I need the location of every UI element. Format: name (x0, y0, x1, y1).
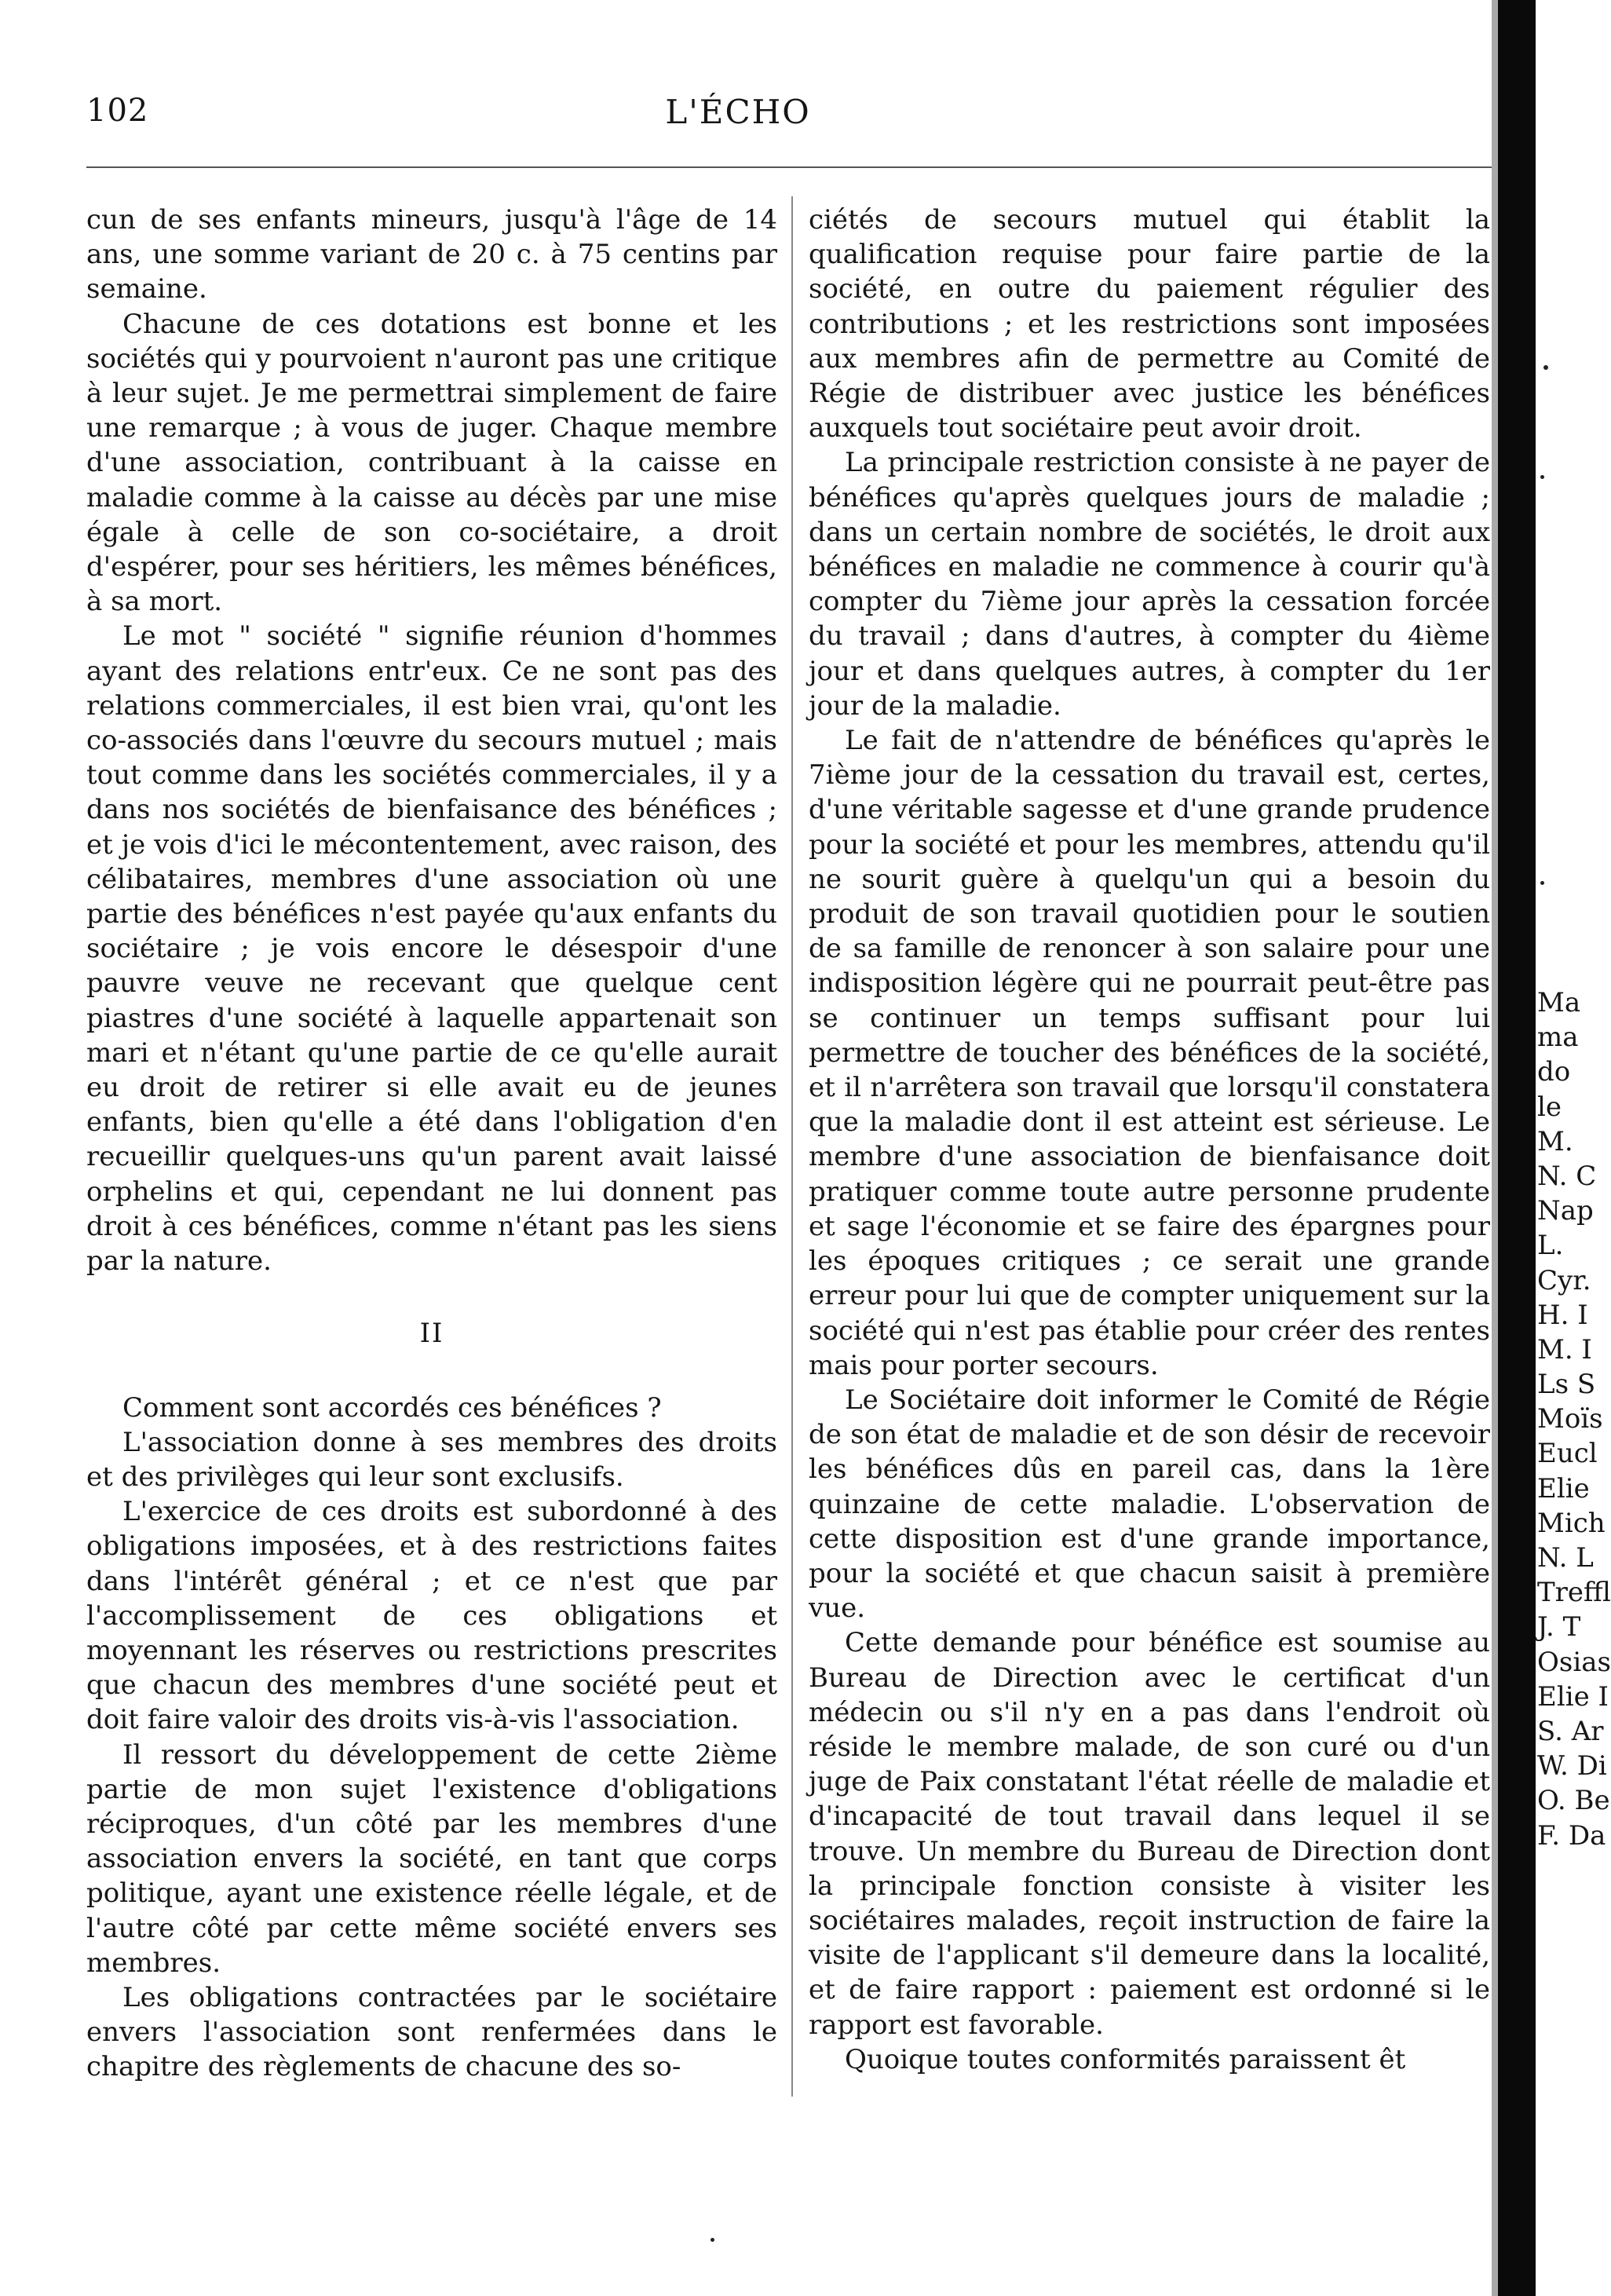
neighbour-fragment: S. Ar (1537, 1715, 1604, 1747)
ink-speck (711, 2238, 714, 2242)
ink-speck (1540, 881, 1544, 885)
neighbour-fragment: Cyr. (1537, 1264, 1591, 1296)
column-separator (791, 196, 793, 2097)
binding-shadow-edge (1492, 0, 1503, 2296)
paragraph: Comment sont accordés ces bénéfices ? (122, 1391, 662, 1424)
neighbour-fragment: Osias (1537, 1646, 1611, 1678)
neighbour-fragment: M. (1537, 1125, 1573, 1157)
paragraph: L'association donne à ses membres des droits et des privilèges qui leur sont exclusifs. (86, 1426, 777, 1493)
paragraph: ciétés de secours mutuel qui établit la qualification requise pour faire partie de la société, en outre du paiement régulier des contributions ; et les restrictions sont imposées aux membres afin de permettre au Comité de Régie de distribuer avec justice les bénéfices auxquels tout sociétaire peut avoir droit. (809, 204, 1490, 444)
paragraph: Le mot " société " signifie réunion d'hommes ayant des relations entr'eux. Ce ne sont pas des relations commerciales, il est bien vrai, qu'ont les co-associés dans l'œuvre du secours mutuel ; mais tout comme dans les sociétés commerciales, il y a dans nos sociétés de bienfaisance des bénéfices ; et je vois d'ici le mécontentement, avec raison, des célibataires, membres d'une association où une partie des bénéfices n'est payée qu'aux enfants du sociétaire ; je vois encore le désespoir d'une pauvre veuve ne recevant que quelque cent piastres d'une société à laquelle appartenait son mari et n'étant qu'une partie de ce qu'elle aurait eu droit de retirer si elle avait eu de jeunes enfants, bien qu'elle a été dans l'obligation d'en recueillir quelques-uns qu'un parent avait laissé orphelins et qui, cependant ne lui donnent pas droit à ces bénéfices, comme n'étant pas les siens par la nature. (86, 620, 777, 1278)
ink-speck (1543, 365, 1548, 370)
paragraph: Le fait de n'attendre de bénéfices qu'après le 7ième jour de la cessation du travail est, certes, d'une véritable sagesse et d'une grande prudence pour la société et pour les membres, attendu qu'il ne sourit guère à quelqu'un qui a besoin du produit de son travail quotidien pour le soutien de sa famille de renoncer à son salaire pour une indisposition légère qui ne pourrait peut-être pas se continuer un temps suffisant pour lui permettre de toucher des bénéfices de la société, et il n'arrêtera son travail que lorsqu'il constatera que la maladie dont il est atteint est sérieuse. Le membre d'une association de bienfaisance doit pratiquer comme toute autre personne prudente et sage l'économie et se faire des épargnes pour les époques critiques ; ce serait une grande erreur pour lui que de compter uniquement sur la société qui n'est pas établie pour créer des rentes mais pour porter secours. (809, 725, 1490, 1381)
neighbour-fragment: Eucl (1537, 1438, 1598, 1470)
neighbour-fragment: Ma (1537, 987, 1581, 1018)
neighbour-fragment: J. T (1537, 1611, 1581, 1643)
neighbour-fragment: Elie I (1537, 1680, 1609, 1713)
paragraph: Le Sociétaire doit informer le Comité de Régie de son état de maladie et de son désir de recevoir les bénéfices dûs en pareil cas, dans la 1ère quinzaine de cette maladie. L'observation de cette disposition est d'une grande importance, pour la société et que chacun saisit à première vue. (809, 1384, 1490, 1625)
neighbour-fragment: ma (1537, 1022, 1579, 1054)
neighbour-fragment: Treffl (1537, 1577, 1611, 1609)
neighbour-fragment: do (1537, 1056, 1571, 1088)
neighbour-fragment: Nap (1537, 1195, 1594, 1227)
neighbour-fragment: M. I (1537, 1333, 1592, 1366)
neighbour-fragment: Ls S (1537, 1369, 1596, 1401)
neighbour-fragment: Mich (1537, 1507, 1606, 1539)
left-column (86, 203, 777, 2085)
running-title: L'ÉCHO (665, 93, 811, 131)
neighbour-fragment: W. Di (1537, 1750, 1607, 1782)
page-header (0, 93, 1476, 140)
page-number: 102 (86, 93, 149, 129)
paragraph: Cette demande pour bénéfice est soumise au Bureau de Direction avec le certificat d'un médecin ou s'il n'y en a pas dans l'endroit où réside le membre malade, de son curé ou d'un juge de Paix constatant l'état réelle de maladie et d'incapacité de tout travail dans lequel il se trouve. Un membre du Bureau de Direction dont la principale fonction consiste à visiter les sociétaires malades, reçoit instruction de faire la visite de l'applicant s'il demeure dans la localité, et de faire rapport : paiement est ordonné si le rapport est favorable. (809, 1627, 1490, 2041)
neighbour-fragment: O. Be (1537, 1785, 1610, 1817)
right-column (809, 203, 1490, 2077)
paragraph: Quoique toutes conformités paraissent êt (845, 2043, 1406, 2075)
paragraph: cun de ses enfants mineurs, jusqu'à l'âge de 14 ans, une somme variant de 20 c. à 75 centins par semaine. (86, 204, 777, 305)
header-rule (86, 166, 1492, 168)
paragraph: Les obligations contractées par le sociétaire envers l'association sont renfermées dans le chapitre des règlements de chacune des so- (86, 1981, 777, 2083)
ink-speck (1540, 475, 1544, 479)
neighbour-fragment: le (1537, 1091, 1562, 1123)
neighbour-fragment: L. (1537, 1230, 1564, 1262)
paragraph: Il ressort du développement de cette 2ième partie de mon sujet l'existence d'obligations réciproques, d'un côté par les membres d'une association envers la société, en tant que corps politique, ayant une existence réelle légale, et de l'autre côté par cette même société envers ses membres. (86, 1738, 777, 1979)
binding-shadow (1498, 0, 1536, 2296)
neighbour-fragment: N. C (1537, 1160, 1597, 1192)
neighbour-fragment: Elie (1537, 1472, 1590, 1504)
neighbour-fragment: F. Da (1537, 1819, 1606, 1852)
paragraph: L'exercice de ces droits est subordonné à des obligations imposées, et à des restrictions faites dans l'intérêt général ; et ce n'est que par l'accomplissement de ces obligations et moyennant les réserves ou restrictions prescrites que chacun des membres d'une société peut et doit faire valoir des droits vis-à-vis l'association. (86, 1496, 777, 1736)
neighbour-fragment: Moïs (1537, 1403, 1603, 1435)
section-number: II (419, 1318, 444, 1350)
paragraph: La principale restriction consiste à ne payer de bénéfices qu'après quelques jours de maladie ; dans un certain nombre de sociétés, le droit aux bénéfices en maladie ne commence à courir qu'à compter du 7ième jour après la cessation forcée du travail ; dans d'autres, à compter du 4ième jour et dans quelques autres, à compter du 1er jour de la maladie. (809, 447, 1490, 722)
neighbouring-page-fragments (1537, 985, 1611, 1853)
paragraph: Chacune de ces dotations est bonne et les sociétés qui y pourvoient n'auront pas une critique à leur sujet. Je me permettrai simplement de faire une remarque ; à vous de juger. Chaque membre d'une association, contribuant à la caisse en maladie comme à la caisse au décès par une mise égale à celle de son co-sociétaire, a droit d'espérer, pour ses héritiers, les mêmes bénéfices, à sa mort. (86, 308, 777, 618)
neighbour-fragment: H. I (1537, 1299, 1588, 1331)
neighbour-fragment: N. L (1537, 1542, 1594, 1574)
